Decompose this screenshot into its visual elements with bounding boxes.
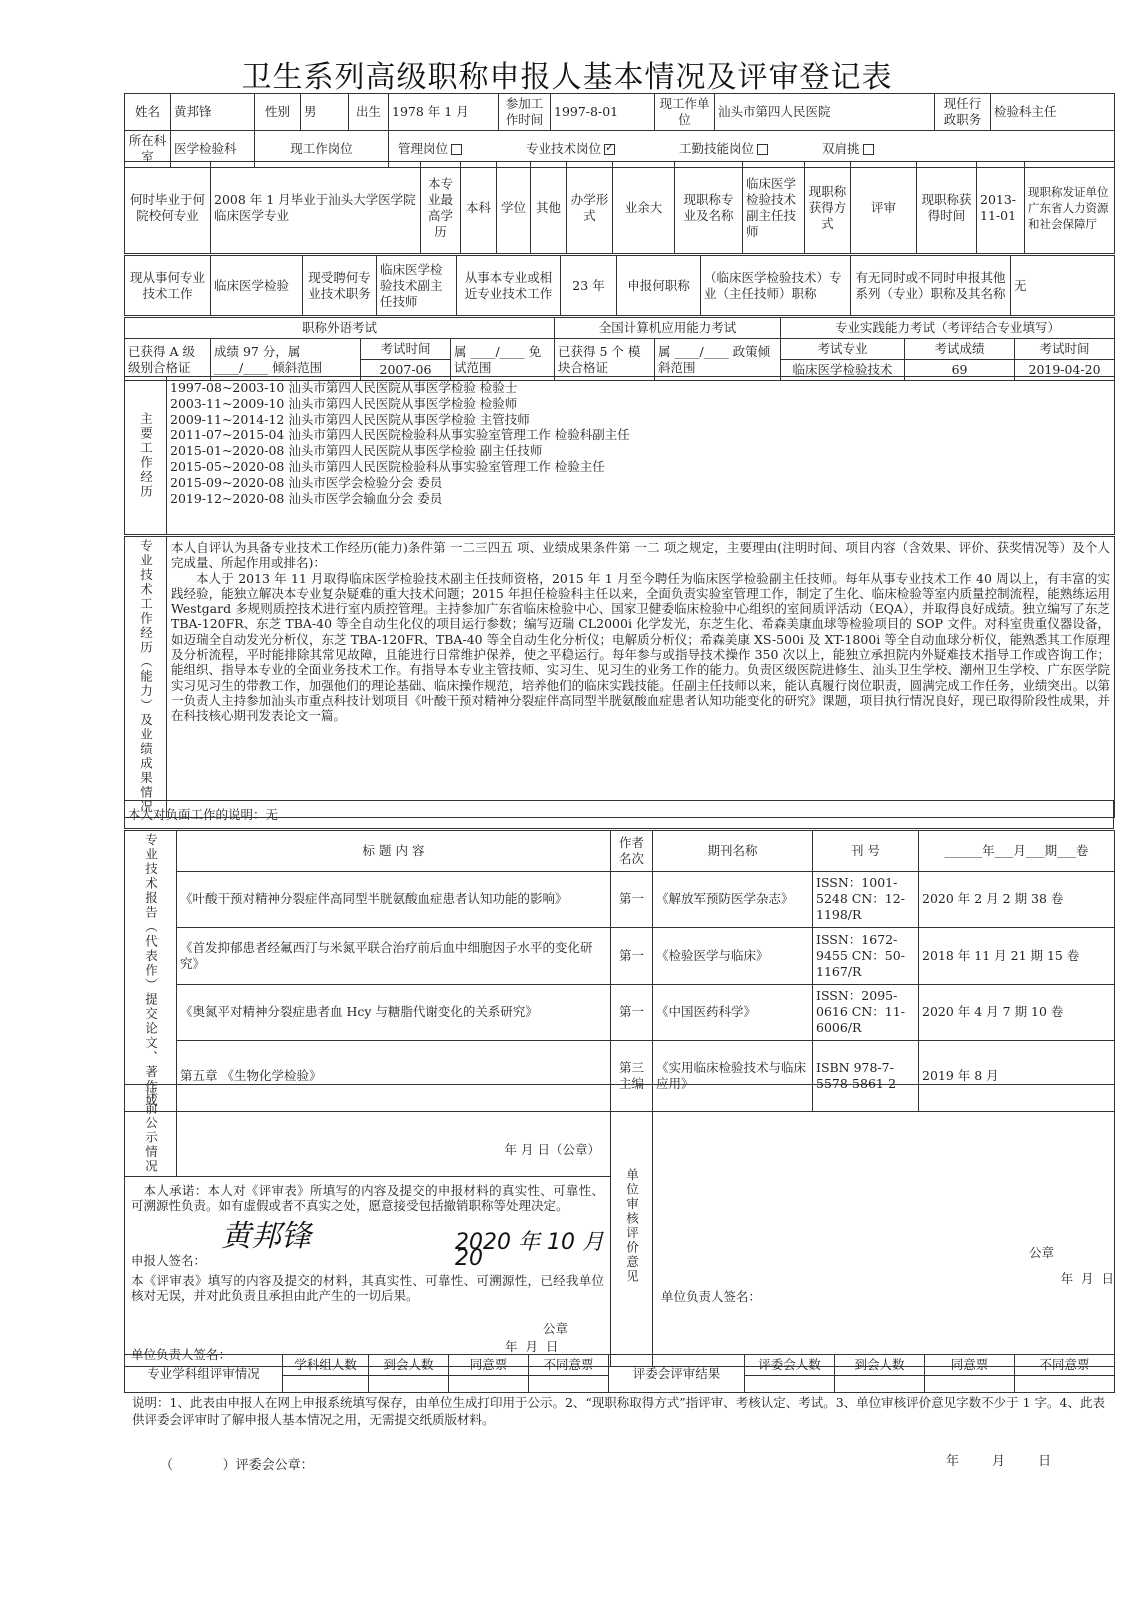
issuer-label: 现职称发证单位 xyxy=(1028,184,1109,199)
paper-issn: ISSN：2095-0616 CN：11-6006/R xyxy=(813,984,919,1041)
education-table xyxy=(124,161,1115,254)
work-start-value: 1997-8-01 xyxy=(551,94,655,131)
publicity-label: 评前公示情况 xyxy=(125,1085,177,1177)
paper-issn: ISSN：1672-9455 CN：50-1167/R xyxy=(813,928,919,985)
papers-head-journal: 期刊名称 xyxy=(653,831,813,872)
other-label: 有无同时或不同时申报其他系列（专业）职称及其名称 xyxy=(851,256,1011,316)
years-unit: 年 xyxy=(592,277,605,293)
paper-date: 2020 年 2 月 2 期 38 卷 xyxy=(919,871,1115,928)
apply-value: （临床医学检验技术）专业（主任技师）职称 xyxy=(701,256,851,316)
post-label: 现工作岗位 xyxy=(255,131,389,168)
post-option-technical: 专业技术岗位✓ xyxy=(526,141,615,156)
exam-time-label: 考试时间 xyxy=(361,339,451,360)
checkbox-management xyxy=(451,144,462,155)
promise-leader-label: 单位负责人签名： xyxy=(131,1347,232,1362)
unit-label: 现工作单位 xyxy=(655,94,715,131)
promise-seal: 公章 xyxy=(543,1321,569,1336)
foreign-level: 已获得 A 级 级别合格证 xyxy=(125,339,211,381)
paper-title: 第五章 《生物化学检验》 xyxy=(177,1041,611,1111)
paper-journal: 《检验医学与临床》 xyxy=(653,928,813,985)
current-title-value: 临床医学检验技术副主任技师 xyxy=(743,162,805,254)
issuer-cell xyxy=(1025,162,1115,254)
hired-value: 临床医学检验技术副主任技师 xyxy=(377,256,457,316)
subject-col: 学科组人数 xyxy=(283,1355,369,1376)
paper-date: 2018 年 11 月 21 期 15 卷 xyxy=(919,928,1115,985)
mode-label: 办学形式 xyxy=(567,162,613,254)
negative-table xyxy=(124,800,1114,829)
history-table xyxy=(124,376,1115,535)
history-item: 2011-07~2015-04 汕头市第四人民医院检验科从事实验室管理工作 检验科副主任 xyxy=(170,427,630,443)
paper-journal: 《解放军预防医学杂志》 xyxy=(653,871,813,928)
paper-date: 2020 年 4 月 7 期 10 卷 xyxy=(919,984,1115,1041)
unit-confirm-text: 本《评审表》填写的内容及提交的材料，其真实性、可靠性、可溯源性，已经我单位核对无误，并对此负责且承担由此产生的一切后果。 xyxy=(131,1273,604,1304)
work-start-label: 参加工作时间 xyxy=(499,94,551,131)
table-row xyxy=(125,871,1115,928)
signature-image: 黄邦锋 xyxy=(221,1219,311,1254)
post-option-management: 管理岗位 xyxy=(398,141,462,156)
promise-text: 本人承诺：本人对《评审表》所填写的内容及提交的申报材料的真实性、可靠性、可溯源性负责。如有虚假或者不真实之处，愿意接受包括撤销职称等处理决定。 xyxy=(131,1183,604,1214)
history-list xyxy=(167,377,1115,535)
checkbox-technical xyxy=(604,144,615,155)
committee-col: 同意票 xyxy=(925,1355,1015,1376)
school-value: 2008 年 1 月毕业于汕头大学医学院临床医学专业 xyxy=(211,162,421,254)
papers-head-issn: 刊 号 xyxy=(813,831,919,872)
unit-review-seal: 公章 xyxy=(1028,1245,1054,1260)
obtain-time-value: 2013-11-01 xyxy=(977,162,1025,254)
years-value: 23 xyxy=(572,277,589,293)
papers-label: 专业技术报告（代表作）提交论文、著作或 xyxy=(125,831,177,1112)
history-item: 2009-11~2014-12 汕头市第四人民医院从事医学检验 主管技师 xyxy=(170,411,530,427)
statement-body: 本人于 2013 年 11 月取得临床医学检验技术副主任技师资格，2015 年 1 月至今聘任为临床医学检验副主任技师。每年从事专业技术工作 40 周以上，有丰富的实践经验，能独立解决本专业复杂疑难的重大技术问题；2015 年担任检验科主任以来，全面负责实验室管理工作，制定了生化、临床检验等室内质量控制流程，能熟练运用 Westgard 多规则质控技术进行室内质控管理。主持参加广东省临床检验中心、国家卫健委临床检验中心组织的室间质评活动（EQA），并取得良好成绩。独立编写了东芝 TBA-120FR、东芝 TBA-40 等全自动生化仪的项目运行参数；编写迈瑞 CL2000i 化学发光，东芝生化、希森美康血球等检验项目的 SOP 文件。对科室贵重仪器设备，如迈瑞全自动发光分析仪，东芝 TBA-120FR、TBA-40 等全自动生化分析仪；电解质分析仪；希森美康 XS-500i 及 XT-1800i 等全自动血球分析仪，能熟悉其工作原理及分析流程，平时能排除其常见故障，且能进行日常维护保养，使之平稳运行。每年参与或指导技术操作 350 次以上，能独立承担院内外疑难技术指导工作或咨询工作；能组织、指导本专业的全面业务技术工作。有指导本专业主管技师、实习生、见习生的业务工作的能力。负责区级医院进修生、汕头卫生学校、潮州卫生学校、广东医学院实习见习生的带教工作，加强他们的理论基础、临床操作规范，培养他们的临床实践技能。任副主任技师以来，能认真履行岗位职责，圆满完成工作任务，业绩突出。以第一负责人主持参加汕头市重点科技计划项目《叶酸干预对精神分裂症伴高同型半胱氨酸血症患者认知功能变化的研究》课题，项目执行情况良好，现已取得阶段性成果，并在科技核心期刊发表论文一篇。 xyxy=(171,570,1110,724)
statement-table xyxy=(124,536,1115,818)
history-item: 2015-09~2020-08 汕头市医学会检验分会 委员 xyxy=(170,474,443,490)
foreign-exam-head: 职称外语考试 xyxy=(125,318,555,339)
paper-title: 《奥氮平对精神分裂症患者血 Hcy 与糖脂代谢变化的关系研究》 xyxy=(177,984,611,1041)
other-value: 无 xyxy=(1011,256,1115,316)
promise-sign-label: 申报人签名： xyxy=(131,1253,207,1268)
form-title: 卫生系列高级职称申报人基本情况及评审登记表 xyxy=(241,60,893,95)
bottom-date: 年 月 日 xyxy=(946,1454,1052,1469)
basic-info-table xyxy=(124,93,1115,168)
statement-label: 专业技术工作经历（能力）及业绩成果情况 xyxy=(125,537,167,818)
practice-score-value: 69 xyxy=(905,360,1015,381)
paper-rank: 第一 xyxy=(611,871,653,928)
committee-review-label: 评委会评审结果 xyxy=(609,1355,745,1393)
history-item: 1997-08~2003-10 汕头市第四人民医院从事医学检验 检验士 xyxy=(170,380,518,395)
subject-col: 不同意票 xyxy=(529,1355,609,1376)
statement-intro: 本人自评认为具备专业技术工作经历(能力)条件第 一二三四五 项、业绩成果条件第 一二 项之规定，主要理由(注明时间、项目内容（含效果、评价、获奖情况等）及个人完成量、所起作用或排名)： xyxy=(171,540,1110,571)
paper-journal: 《实用临床检验技术与临床应用》 xyxy=(653,1041,813,1111)
current-work-label: 现从事何专业技术工作 xyxy=(125,256,211,316)
obtain-label: 现职称获得方式 xyxy=(805,162,851,254)
degree-edu-label: 本专业最高学历 xyxy=(421,162,461,254)
name-value: 黄邦锋 xyxy=(171,94,255,131)
practice-score-label: 考试成绩 xyxy=(905,339,1015,360)
papers-head-title: 标 题 内 容 xyxy=(177,831,611,872)
subject-review-label: 专业学科组评审情况 xyxy=(125,1355,283,1393)
issuer-value: 广东省人力资源和社会保障厅 xyxy=(1028,200,1109,231)
paper-rank: 第三主编 xyxy=(611,1041,653,1111)
paper-issn: ISSN：1001-5248 CN：12-1198/R xyxy=(813,871,919,928)
approval-table xyxy=(124,1084,1115,1367)
birth-value: 1978 年 1 月 xyxy=(389,94,499,131)
checkbox-dual xyxy=(863,144,874,155)
apply-label: 申报何职称 xyxy=(617,256,701,316)
unit-value: 汕头市第四人民医院 xyxy=(715,94,935,131)
promise-date: 年 月 日 xyxy=(505,1339,559,1354)
birth-label: 出生 xyxy=(349,94,389,131)
paper-rank: 第一 xyxy=(611,928,653,985)
post-option-dual: 双肩挑 xyxy=(822,141,874,156)
years-cell xyxy=(561,256,617,316)
table-row xyxy=(125,984,1115,1041)
practice-major-value: 临床医学检验技术 xyxy=(781,360,905,381)
degree-edu-value: 本科 xyxy=(461,162,497,254)
degree-value: 其他 xyxy=(531,162,567,254)
committee-seal: （ ）评委会公章： xyxy=(160,1458,314,1473)
foreign-score: 成绩 97 分，属 ____/____ 倾斜范围 xyxy=(211,339,361,381)
exam-time-value: 2007-06 xyxy=(361,360,451,381)
history-item: 2019-12~2020-08 汕头市医学会输血分会 委员 xyxy=(170,490,443,506)
promise-area xyxy=(125,1177,611,1367)
exam-table xyxy=(124,317,1115,381)
practice-time-value: 2019-04-20 xyxy=(1015,360,1115,381)
history-item: 2015-01~2020-08 汕头市第四人民医院从事医学检验 副主任技师 xyxy=(170,443,543,459)
publicity-date: 年 月 日（公章） xyxy=(177,1085,611,1177)
admin-label: 现任行政职务 xyxy=(935,94,991,131)
admin-value: 检验科主任 xyxy=(991,94,1115,131)
unit-review-leader: 单位负责人签名： xyxy=(661,1289,762,1304)
footnote: 说明：1、此表由申报人在网上申报系统填写保存，由单位生成打印用于公示。2、“现职称取得方式”指评审、考核认定、考试。3、单位审核评价意见字数不少于 1 字。4、此表供评委会评审时了解申报人基本情况之用，无需提交纸质版材料。 xyxy=(132,1395,1105,1427)
checkbox-labor xyxy=(757,144,768,155)
exempt-range: 属 ____/____ 免试范围 xyxy=(451,339,555,381)
tech-table xyxy=(124,255,1115,316)
table-row xyxy=(125,928,1115,985)
paper-date: 2019 年 8 月 xyxy=(919,1041,1115,1111)
practice-exam-head: 专业实践能力考试（考评结合专业填写） xyxy=(781,318,1115,339)
committee-col: 评委会人数 xyxy=(745,1355,835,1376)
history-label: 主要工作经历 xyxy=(125,377,167,535)
hired-label: 现受聘何专业技术职务 xyxy=(303,256,377,316)
unit-review-area xyxy=(653,1085,1115,1367)
paper-rank: 第一 xyxy=(611,984,653,1041)
history-item: 2015-05~2020-08 汕头市第四人民医院检验科从事实验室管理工作 检验主任 xyxy=(170,458,605,474)
practice-major-label: 考试专业 xyxy=(781,339,905,360)
computer-modules: 已获得 5 个 模块合格证 xyxy=(555,339,655,381)
current-work-value: 临床医学检验 xyxy=(211,256,303,316)
review-table xyxy=(124,1354,1115,1393)
dept-value: 医学检验科 xyxy=(171,131,255,168)
statement-content xyxy=(167,537,1115,818)
name-label: 姓名 xyxy=(125,94,171,131)
computer-exam-head: 全国计算机应用能力考试 xyxy=(555,318,781,339)
post-option-labor: 工勤技能岗位 xyxy=(679,141,768,156)
gender-value: 男 xyxy=(301,94,349,131)
degree-label: 学位 xyxy=(497,162,531,254)
unit-review-label: 单位审核评价意见 xyxy=(611,1085,653,1367)
papers-head-date: ______年___月___期___卷 xyxy=(919,831,1115,872)
paper-title: 《叶酸干预对精神分裂症伴高同型半胱氨酸血症患者认知功能的影响》 xyxy=(177,871,611,928)
committee-col: 不同意票 xyxy=(1015,1355,1115,1376)
negative-statement: 本人对负面工作的说明：无 xyxy=(125,801,1114,829)
practice-time-label: 考试时间 xyxy=(1015,339,1115,360)
papers-table xyxy=(124,830,1115,1112)
papers-head-rank: 作者名次 xyxy=(611,831,653,872)
subject-col: 同意票 xyxy=(449,1355,529,1376)
years-label: 从事本专业或相近专业技术工作 xyxy=(457,256,561,316)
subject-col: 到会人数 xyxy=(369,1355,449,1376)
unit-review-date: 年 月 日 xyxy=(1060,1271,1114,1286)
paper-issn: ISBN 978-7-5578-5861-2 xyxy=(813,1041,919,1111)
paper-journal: 《中国医药科学》 xyxy=(653,984,813,1041)
history-item: 2003-11~2009-10 汕头市第四人民医院从事医学检验 检验师 xyxy=(170,395,518,411)
gender-label: 性别 xyxy=(255,94,301,131)
committee-col: 到会人数 xyxy=(835,1355,925,1376)
mode-value: 业余大 xyxy=(613,162,675,254)
dept-label: 所在科室 xyxy=(125,131,171,168)
signature-date: 2020 年 10 月 20 xyxy=(455,1230,604,1271)
policy-range: 属 ____/____ 政策倾斜范围 xyxy=(655,339,781,381)
obtain-value: 评审 xyxy=(851,162,917,254)
school-label: 何时毕业于何院校何专业 xyxy=(125,162,211,254)
obtain-time-label: 现职称获得时间 xyxy=(917,162,977,254)
paper-title: 《首发抑郁患者经氟西汀与米氮平联合治疗前后血中细胞因子水平的变化研究》 xyxy=(177,928,611,985)
current-title-label: 现职称专业及名称 xyxy=(675,162,743,254)
